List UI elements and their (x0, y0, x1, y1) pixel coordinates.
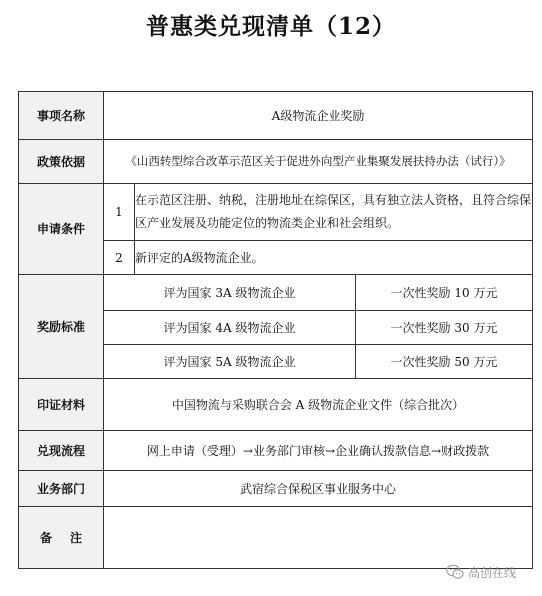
conditions-label: 申请条件 (19, 184, 104, 275)
process-value: 网上申请（受理）→业务部门审核→企业确认拨款信息→财政拨款 (104, 431, 533, 471)
wechat-icon (446, 564, 464, 580)
remarks-label (19, 507, 104, 569)
condition-text: 新评定的A级物流企业。 (135, 241, 533, 275)
policy-basis-label: 政策依据 (19, 140, 104, 184)
remarks-value (104, 507, 533, 569)
reward-level: 评为国家 5A 级物流企业 (104, 345, 356, 379)
row-reward-1 (19, 275, 533, 311)
watermark (446, 563, 536, 581)
policy-basis-value: 《山西转型综合改革示范区关于促进外向型产业集聚发展扶持办法（试行）》 (104, 140, 533, 184)
reward-amount: 一次性奖励 10 万元 (356, 275, 533, 311)
row-process (19, 431, 533, 471)
condition-number: 1 (104, 184, 135, 241)
page-title: 普惠类兑现清单（12） (145, 13, 396, 40)
condition-text: 在示范区注册、纳税，注册地址在综保区，具有独立法人资格，且符合综保区产业发展及功能定位的物流类企业和社会组织。 (135, 184, 533, 241)
row-condition-1 (19, 184, 533, 241)
reward-amount: 一次性奖励 30 万元 (356, 311, 533, 345)
row-department (19, 471, 533, 507)
item-name-value: A级物流企业奖励 (104, 92, 533, 140)
condition-number: 2 (104, 241, 135, 275)
reward-level: 评为国家 4A 级物流企业 (104, 311, 356, 345)
remarks-label-text: 备注 (39, 530, 100, 545)
reward-standard-label: 奖励标准 (19, 275, 104, 379)
department-value: 武宿综合保税区事业服务中心 (104, 471, 533, 507)
reward-amount: 一次性奖励 50 万元 (356, 345, 533, 379)
row-item-name (19, 92, 533, 140)
process-label: 兑现流程 (19, 431, 104, 471)
policy-table (18, 91, 533, 569)
materials-value: 中国物流与采购联合会 A 级物流企业文件（综合批次） (104, 379, 533, 431)
row-policy-basis (19, 140, 533, 184)
materials-label: 印证材料 (19, 379, 104, 431)
item-name-label: 事项名称 (19, 92, 104, 140)
row-materials (19, 379, 533, 431)
department-label: 业务部门 (19, 471, 104, 507)
reward-level: 评为国家 3A 级物流企业 (104, 275, 356, 311)
row-remarks (19, 507, 533, 569)
watermark-text: 高创在线 (468, 565, 517, 580)
